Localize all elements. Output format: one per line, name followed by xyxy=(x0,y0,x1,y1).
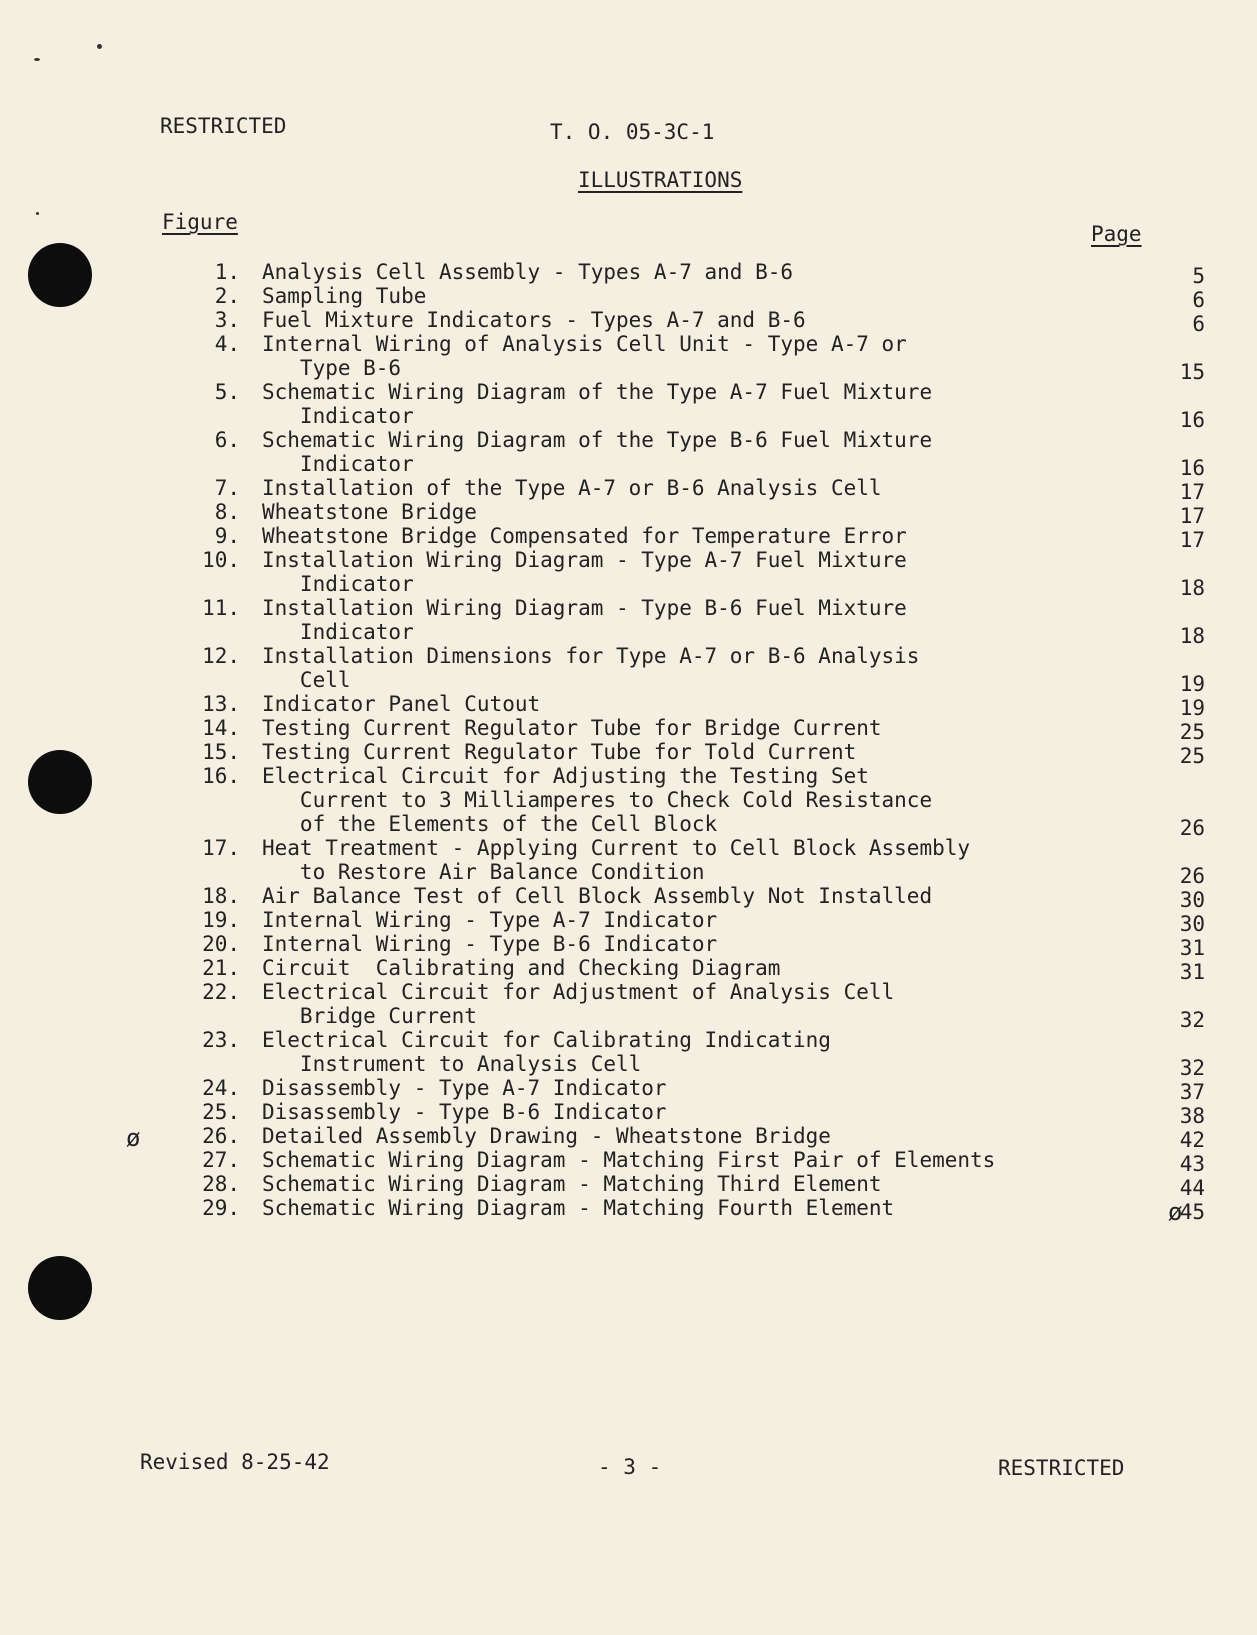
list-item xyxy=(0,476,1257,504)
document-number: T. O. 05-3C-1 xyxy=(550,120,715,144)
page-reference: 17 xyxy=(1179,504,1205,528)
figure-number: 8. xyxy=(214,500,240,524)
figure-number: 26. xyxy=(202,1124,240,1148)
page-reference: 42 xyxy=(1179,1128,1205,1152)
page-reference: 6 xyxy=(1192,288,1205,312)
page-reference: 16 xyxy=(1179,408,1205,432)
figure-number: 25. xyxy=(202,1100,240,1124)
figure-number: 1. xyxy=(214,260,240,284)
figure-title: Schematic Wiring Diagram - Matching First Pair of Elements xyxy=(262,1148,996,1172)
page-reference: 30 xyxy=(1179,912,1205,936)
figure-title: Air Balance Test of Cell Block Assembly Not Installed xyxy=(262,884,933,908)
figure-title: Sampling Tube xyxy=(262,284,427,308)
list-item xyxy=(0,956,1257,984)
figure-number: 13. xyxy=(202,692,240,716)
page-reference: 30 xyxy=(1179,888,1205,912)
list-item xyxy=(0,428,1257,480)
list-item xyxy=(0,260,1257,288)
figure-number: 11. xyxy=(202,596,240,620)
page-reference: 26 xyxy=(1179,864,1205,888)
list-item xyxy=(0,1100,1257,1128)
list-item xyxy=(0,380,1257,432)
page-reference: 37 xyxy=(1179,1080,1205,1104)
list-item xyxy=(0,1196,1257,1224)
figure-number: 10. xyxy=(202,548,240,572)
figure-number: 22. xyxy=(202,980,240,1004)
restricted-footer: RESTRICTED xyxy=(998,1456,1125,1480)
figure-title: Disassembly - Type B-6 Indicator xyxy=(262,1100,667,1124)
figure-title: Electrical Circuit for Adjusting the Testing Set Current to 3 Milliamperes to Check Cold Resistance of the Elements of the Cell Block xyxy=(262,764,933,836)
figure-number: 16. xyxy=(202,764,240,788)
speck xyxy=(97,44,102,49)
figure-number: 20. xyxy=(202,932,240,956)
revision-date: Revised 8-25-42 xyxy=(140,1450,330,1474)
figure-title: Testing Current Regulator Tube for Bridge Current xyxy=(262,716,882,740)
page-reference: 17 xyxy=(1179,480,1205,504)
figure-title: Schematic Wiring Diagram - Matching Fourth Element xyxy=(262,1196,895,1220)
figure-number: 4. xyxy=(214,332,240,356)
page-column-header: Page xyxy=(1091,222,1142,246)
figure-title: Fuel Mixture Indicators - Types A-7 and B-6 xyxy=(262,308,806,332)
figure-title: Installation Wiring Diagram - Type A-7 Fuel Mixture Indicator xyxy=(262,548,907,596)
page-reference: 18 xyxy=(1179,576,1205,600)
page-reference: 25 xyxy=(1179,720,1205,744)
figure-title: Installation Wiring Diagram - Type B-6 Fuel Mixture Indicator xyxy=(262,596,907,644)
list-item xyxy=(0,980,1257,1032)
figure-number: 27. xyxy=(202,1148,240,1172)
page-reference: 26 xyxy=(1179,816,1205,840)
list-item xyxy=(0,596,1257,648)
figure-number: 15. xyxy=(202,740,240,764)
page-title: ILLUSTRATIONS xyxy=(578,168,743,192)
list-item xyxy=(0,644,1257,696)
page-reference: 19 xyxy=(1179,696,1205,720)
figure-number: 19. xyxy=(202,908,240,932)
page-reference: 15 xyxy=(1179,360,1205,384)
figure-number: 21. xyxy=(202,956,240,980)
speck xyxy=(34,58,40,61)
list-item xyxy=(0,932,1257,960)
page-reference: 44 xyxy=(1179,1176,1205,1200)
page-reference: 32 xyxy=(1179,1056,1205,1080)
page-reference: 5 xyxy=(1192,264,1205,288)
margin-mark-right: ø xyxy=(1168,1198,1183,1226)
figure-title: Heat Treatment - Applying Current to Cell Block Assembly to Restore Air Balance Condition xyxy=(262,836,971,884)
list-item xyxy=(0,836,1257,888)
punch-hole-bottom xyxy=(28,1256,92,1320)
margin-mark-left: ø xyxy=(126,1124,141,1152)
speck xyxy=(36,212,39,215)
list-item xyxy=(0,764,1257,840)
figure-number: 6. xyxy=(214,428,240,452)
list-item xyxy=(0,884,1257,912)
page-reference: 6 xyxy=(1192,312,1205,336)
figure-number: 24. xyxy=(202,1076,240,1100)
page-reference: 17 xyxy=(1179,528,1205,552)
figure-number: 17. xyxy=(202,836,240,860)
page-reference: 32 xyxy=(1179,1008,1205,1032)
figure-number: 9. xyxy=(214,524,240,548)
list-item xyxy=(0,692,1257,720)
figure-number: 18. xyxy=(202,884,240,908)
page-reference: 16 xyxy=(1179,456,1205,480)
figure-title: Schematic Wiring Diagram - Matching Third Element xyxy=(262,1172,882,1196)
figure-title: Circuit Calibrating and Checking Diagram xyxy=(262,956,781,980)
list-item xyxy=(0,524,1257,552)
figure-title: Electrical Circuit for Calibrating Indicating Instrument to Analysis Cell xyxy=(262,1028,831,1076)
page-reference: 31 xyxy=(1179,936,1205,960)
figure-title: Indicator Panel Cutout xyxy=(262,692,541,716)
page-reference: 18 xyxy=(1179,624,1205,648)
figure-number: 7. xyxy=(214,476,240,500)
page-reference: 38 xyxy=(1179,1104,1205,1128)
list-item xyxy=(0,1124,1257,1152)
list-item xyxy=(0,908,1257,936)
restricted-header: RESTRICTED xyxy=(160,114,287,138)
figure-number: 14. xyxy=(202,716,240,740)
figure-title: Internal Wiring - Type A-7 Indicator xyxy=(262,908,718,932)
list-item xyxy=(0,1076,1257,1104)
figure-title: Disassembly - Type A-7 Indicator xyxy=(262,1076,667,1100)
figure-title: Installation of the Type A-7 or B-6 Analysis Cell xyxy=(262,476,882,500)
list-item xyxy=(0,1172,1257,1200)
figure-number: 3. xyxy=(214,308,240,332)
list-item xyxy=(0,740,1257,768)
page-reference: 31 xyxy=(1179,960,1205,984)
page-reference: 45 xyxy=(1179,1200,1205,1224)
list-item xyxy=(0,1148,1257,1176)
figure-title: Detailed Assembly Drawing - Wheatstone Bridge xyxy=(262,1124,831,1148)
list-item xyxy=(0,308,1257,336)
list-item xyxy=(0,500,1257,528)
figure-title: Internal Wiring - Type B-6 Indicator xyxy=(262,932,718,956)
figure-number: 2. xyxy=(214,284,240,308)
list-item xyxy=(0,332,1257,384)
figure-title: Schematic Wiring Diagram of the Type A-7 Fuel Mixture Indicator xyxy=(262,380,933,428)
figure-title: Installation Dimensions for Type A-7 or B-6 Analysis Cell xyxy=(262,644,920,692)
list-item xyxy=(0,548,1257,600)
figure-number: 12. xyxy=(202,644,240,668)
figure-column-header: Figure xyxy=(162,210,238,234)
page-reference: 43 xyxy=(1179,1152,1205,1176)
figure-title: Wheatstone Bridge Compensated for Temperature Error xyxy=(262,524,907,548)
figure-number: 23. xyxy=(202,1028,240,1052)
figure-title: Analysis Cell Assembly - Types A-7 and B-6 xyxy=(262,260,794,284)
list-item xyxy=(0,1028,1257,1080)
figure-title: Wheatstone Bridge xyxy=(262,500,477,524)
figure-title: Internal Wiring of Analysis Cell Unit - Type A-7 or Type B-6 xyxy=(262,332,907,380)
figure-title: Schematic Wiring Diagram of the Type B-6 Fuel Mixture Indicator xyxy=(262,428,933,476)
figure-title: Testing Current Regulator Tube for Told Current xyxy=(262,740,857,764)
list-item xyxy=(0,284,1257,312)
figure-number: 29. xyxy=(202,1196,240,1220)
figure-number: 28. xyxy=(202,1172,240,1196)
page-number: - 3 - xyxy=(598,1455,662,1479)
list-item xyxy=(0,716,1257,744)
figure-title: Electrical Circuit for Adjustment of Analysis Cell Bridge Current xyxy=(262,980,895,1028)
figure-number: 5. xyxy=(214,380,240,404)
page-reference: 19 xyxy=(1179,672,1205,696)
page-reference: 25 xyxy=(1179,744,1205,768)
